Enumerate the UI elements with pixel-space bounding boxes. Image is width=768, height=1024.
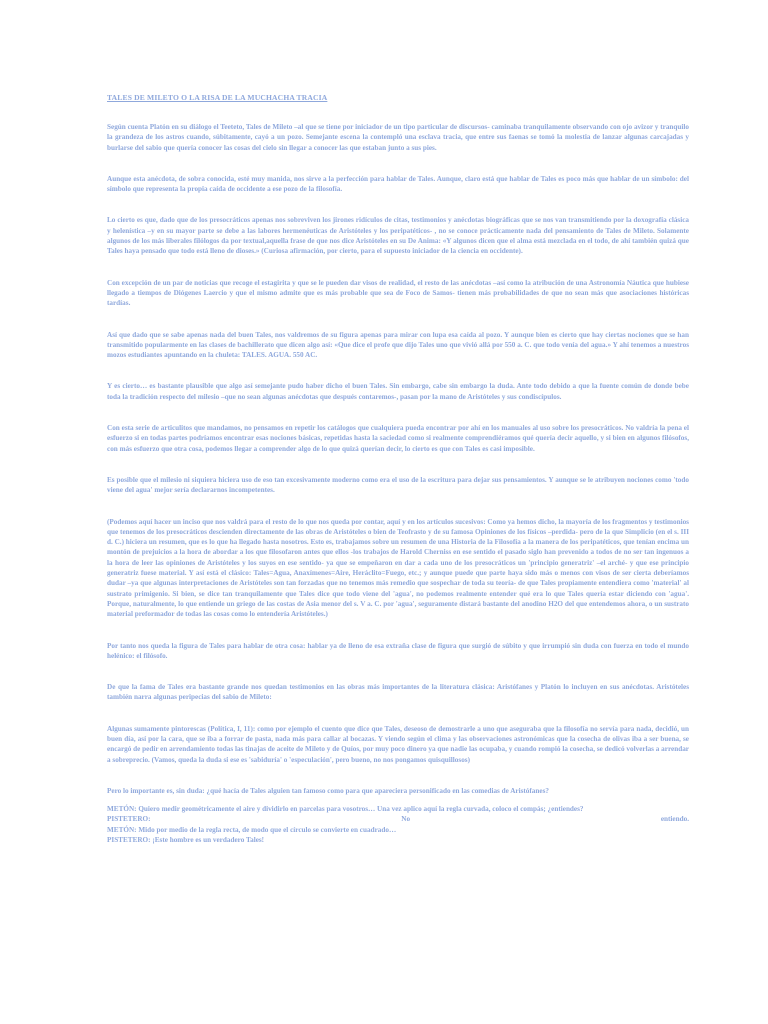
document-title: TALES DE MILETO O LA RISA DE LA MUCHACHA TRACIA <box>107 93 328 102</box>
dialogue-line-meton-1: METÓN: Quiero medir geométricamente el aire y dividirlo en parcelas para vosotros… Una vez aplico aquí la regla curvada, coloco el compás; ¿entiendes? <box>107 805 584 814</box>
paragraph-4: Con excepción de un par de noticias que recoge el estagirita y que se le pueden dar visos de realidad, el resto de las anécdotas –así como la atribución de una Astronomía Náutica que hubiese llegado a tiempos de Diógenes Laercio y que el mismo admite que es más probable que sea de Foco de Samos- tienen más probabilidades de que no sean más que asociaciones históricas tardías. <box>107 278 689 308</box>
paragraph-6: Y es cierto… es bastante plausible que algo así semejante pudo haber dicho el buen Tales. Sin embargo, cabe sin embargo la duda. Ante todo debido a que la fuente común de donde bebe toda la tradición respecto del milesio –que no sean algunas anécdotas que después contaremos-, pasan por la mano de Aristóteles y sus condiscípulos. <box>107 382 689 401</box>
paragraph-13: Pero lo importante es, sin duda: ¿qué hacía de Tales alguien tan famoso como para que apareciera personificado en las comedias de Aristófanes? <box>107 786 549 795</box>
paragraph-11: De que la fama de Tales era bastante grande nos quedan testimonios en las obras más importantes de la literatura clásica: Aristófanes y Platón lo incluyen en sus anécdotas. Aristóteles también narra algunas peripecias del sabio de Mileto: <box>107 683 689 702</box>
dialogue-block <box>107 804 689 845</box>
dialogue-speaker: PISTETERO: <box>107 815 151 824</box>
paragraph-8: Es posible que el milesio ni siquiera hiciera uso de eso tan excesivamente moderno como era el uso de la escritura para dejar sus pensamientos. Y aunque se le atribuyen nociones como 'todo viene del agua' mejor sería declararnos incompetentes. <box>107 475 689 495</box>
paragraph-10: Por tanto nos queda la figura de Tales para hablar de otra cosa: hablar ya de lleno de esa extraña clase de figura que surgió de súbito y que irrumpió sin duda con fuerza en todo el mundo helénico: el filósofo. <box>107 641 689 660</box>
dialogue-word-no: No <box>401 815 411 824</box>
paragraph-12: Algunas sumamente pintorescas (Política, I, 11): como por ejemplo el cuento que dice que Tales, deseoso de demostrarle a uno que aseguraba que la filosofía no servía para nada, decidió, un buen día, así por la cara, que se iba a forrar de pasta, nada más para callar al bocazas. Y viendo según el clima y las observaciones astronómicas que la cosecha de olivas iba a ser buena, se encargó de pedir en arrendamiento todas las tinajas de aceite de Mileto y de Quíos, por muy poco dinero ya que nadie las ocupaba, y cuando rompió la cosecha, se dedicó volverlas a arrendar a sobreprecio. (Vamos, queda la duda si ese es 'sabiduría' o 'especulación', pero bueno, no nos pongamos quisquillosos) <box>107 724 689 764</box>
paragraph-2: Aunque esta anécdota, de sobra conocida, esté muy manida, nos sirve a la perfección para hablar de Tales. Aunque, claro está que hablar de Tales es poco más que hablar de un símbolo: del símbolo que representa la propia caída de occidente a ese pozo de la filosofía. <box>107 174 689 194</box>
document-body <box>107 93 689 845</box>
paragraph-1: Según cuenta Platón en su diálogo el Teeteto, Tales de Mileto –al que se tiene por iniciador de un tipo particular de discursos- caminaba tranquilamente observando con ojo avizor y tranquilo la grandeza de los astros cuando, súbitamente, cayó a un pozo. Semejante escena la contempló una esclava tracia, que entre sus faenas se tomó la molestia de lanzar algunas carcajadas y burlarse del sabio que quería conocer las cosas del cielo sin llegar a conocer las que estaban junto a sus pies. <box>107 123 689 152</box>
paragraph-3: Lo cierto es que, dado que de los presocráticos apenas nos sobreviven los jirones ridículos de citas, testimonios y anécdotas biográficas que se nos van transmitiendo por la doxografía clásica y helenística –y en su mayor parte se debe a las labores hermenéuticas de Aristóteles y los peripatéticos- , no se conoce prácticamente nada del pensamiento de Tales de Mileto. Solamente algunos de los más liberales filólogos da por textual,aquella frase de que nos dice Aristóteles en su De Anima: «Y algunos dicen que el alma está mezclada en el todo, de ahí también quizá que Tales haya pensado que todo está lleno de dioses.» (Curiosa afirmación, por cierto, para el supuesto iniciador de la ciencia en occidente). <box>107 216 689 256</box>
dialogue-word-entiendo: entiendo. <box>660 815 689 824</box>
dialogue-line-meton-2: METÓN: Mido por medio de la regla recta, de modo que el círculo se convierte en cuadrado… <box>107 825 397 834</box>
dialogue-line-pistetero-1 <box>107 814 689 824</box>
paragraph-7: Con esta serie de articulitos que mandamos, no pensamos en repetir los catálogos que cualquiera pueda encontrar por ahí en los manuales al uso sobre los presocráticos. No valdría la pena el esfuerzo si en todas partes podríamos encontrar esas nociones básicas, repetidas hasta la saciedad como si realmente comprendiéramos qué quería decir aquello, y si bien en algunos filósofos, con más esfuerzo que otra cosa, podemos llegar a comprender algo de lo que quizá querían decir, lo cierto es que con Tales es casi imposible. <box>107 424 689 453</box>
paragraph-9: (Podemos aquí hacer un inciso que nos valdrá para el resto de lo que nos queda por contar, aquí y en los artículos sucesivos: Como ya hemos dicho, la mayoría de los fragmentos y testimonios que tenemos de los presocráticos descienden directamente de las obras de Aristóteles o bien de Teofrasto y de su famosa Opiniones de los físicos –perdida- pero de la que Simplicio (en el s. III d. C.) hiciera un resumen, que es lo que ha llegado hasta nosotros. Esto es, trabajamos sobre un resumen de una Historia de la Filosofía a la manera de los peripatéticos, que tenían encima un montón de prejuicios a la hora de abordar a los que filosofaron antes que ellos -los trabajos de Harold Cherniss en ese sentido el pasado siglo han prevenido a todos de no ser tan ingenuos a la hora de leer las opiniones de Aristóteles y los suyos en ese sentido- ya que se empeñaron en dar a cada uno de los presocráticos un 'principio generatriz' –el arché- y que ese principio generatriz fuese material. Y así está el clásico: Tales=Agua, Anaxímenes=Aire, Heráclito=Fuego, etc.; y aunque puede que parte haya sido más o menos con visos de ser cierta deberíamos dudar –ya que algunas interpretaciones de Aristóteles son tan forzadas que no tenemos más remedio que sospechar de toda su teoría- de que Tales propiamente entendiera como 'material' al sustrato primigenio. Si bien, se dice tan tranquilamente que Tales dice que todo viene del 'agua', no podemos realmente entender qué era lo que Tales quería estar diciendo con 'agua'. Porque, naturalmente, lo que entiende un griego de las costas de Asia menor del s. V a. C. por 'agua', seguramente distará bastante del anodino H2O del que entendemos ahora, o un sustrato material preformador de todas las cosas como lo entendería Aristóteles.) <box>107 517 689 619</box>
dialogue-line-pistetero-2: PISTETERO: ¡Este hombre es un verdadero Tales! <box>107 836 265 845</box>
paragraph-5: Así que dado que se sabe apenas nada del buen Tales, nos valdremos de su figura apenas para mirar con lupa esa caída al pozo. Y aunque bien es cierto que hay ciertas nociones que se han transmitido popularmente en las clases de bachillerato que dicen algo así: «Que dice el profe que dijo Tales uno que vivió allá por 550 a. C. que todo venía del agua.» Y ahí tenemos a nuestros mozos estudiantes apuntando en la chuleta: TALES. AGUA. 550 AC. <box>107 330 689 360</box>
